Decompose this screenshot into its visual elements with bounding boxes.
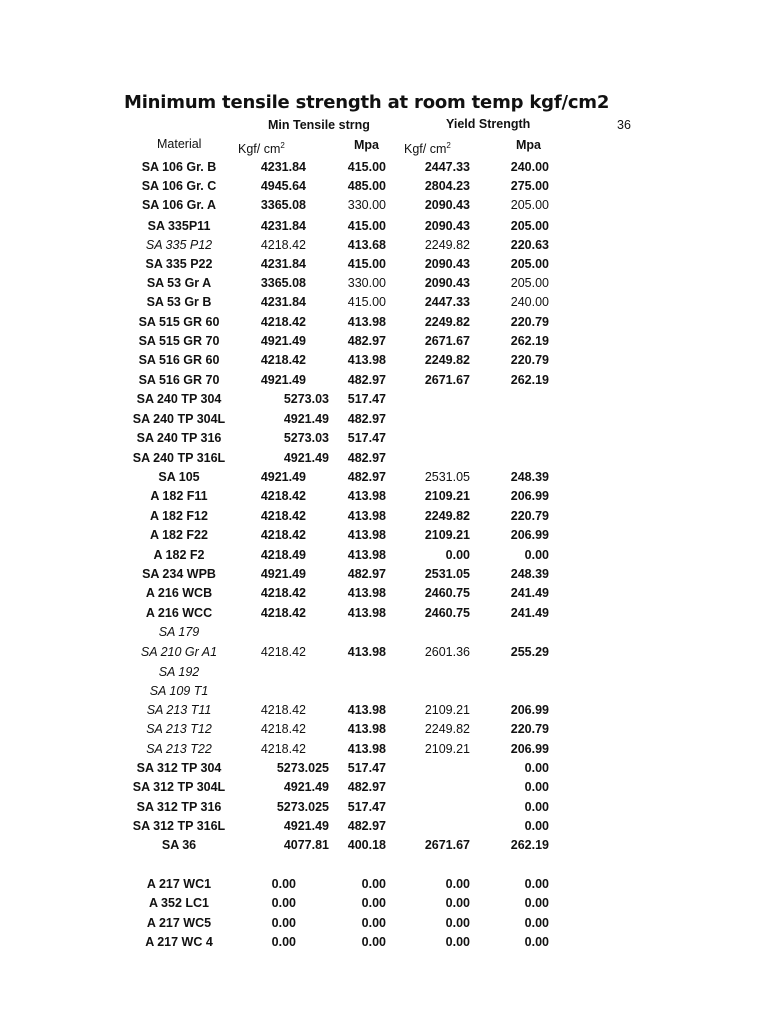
tensile-kgf-cell: 4218.42 [260,353,306,367]
yield-kgf-cell: 2460.75 [424,586,470,600]
tensile-mpa-cell: 415.00 [347,295,386,309]
tensile-mpa-cell: 413.98 [347,315,386,329]
material-cell: SA 335 P22 [145,257,213,271]
tensile-kgf-cell: 4077.81 [283,838,329,852]
table-row [0,875,768,895]
yield-mpa-cell: 206.99 [510,489,549,503]
table-row [0,584,768,604]
yield-mpa-cell: 205.00 [510,257,549,271]
tensile-kgf-cell: 4945.64 [260,179,306,193]
tensile-kgf-cell: 4921.49 [283,412,329,426]
yield-kgf-cell: 2249.82 [424,238,470,252]
table-row [0,933,768,953]
table-row [0,894,768,914]
yield-mpa-cell: 255.29 [510,645,549,659]
material-cell: A 216 WCC [145,606,213,620]
tensile-kgf-cell: 5273.025 [276,761,329,775]
yield-kgf-cell: 0.00 [445,548,470,562]
tensile-mpa-cell: 413.68 [347,238,386,252]
tensile-mpa-cell: 413.98 [347,548,386,562]
tensile-mpa-cell: 413.98 [347,722,386,736]
header-material: Material [157,137,202,151]
tensile-mpa-cell: 400.18 [347,838,386,852]
tensile-kgf-cell: 4218.49 [260,548,306,562]
tensile-kgf-cell: 4218.42 [260,606,306,620]
yield-mpa-cell: 240.00 [510,160,549,174]
yield-kgf-cell: 2109.21 [424,703,470,717]
table-row [0,255,768,275]
yield-kgf-cell: 2601.36 [424,645,470,659]
material-cell: A 182 F2 [153,548,205,562]
yield-mpa-cell: 220.63 [510,238,549,252]
yield-kgf-cell: 0.00 [445,916,470,930]
tensile-mpa-cell: 330.00 [347,198,386,212]
table-row [0,274,768,294]
material-cell: SA 312 TP 316 [136,800,222,814]
header-yield-strength: Yield Strength [446,117,531,131]
yield-kgf-cell: 2109.21 [424,489,470,503]
tensile-kgf-cell: 4921.49 [260,334,306,348]
tensile-mpa-cell: 413.98 [347,645,386,659]
yield-mpa-cell: 0.00 [524,761,549,775]
tensile-mpa-cell: 415.00 [347,160,386,174]
yield-kgf-cell: 2804.23 [424,179,470,193]
yield-kgf-cell: 2460.75 [424,606,470,620]
tensile-kgf-cell: 4921.49 [260,373,306,387]
material-cell: SA 213 T12 [146,722,212,736]
yield-mpa-cell: 0.00 [524,819,549,833]
yield-mpa-cell: 240.00 [510,295,549,309]
yield-kgf-cell: 2090.43 [424,257,470,271]
yield-kgf-cell: 2447.33 [424,295,470,309]
material-cell: SA 36 [161,838,197,852]
tensile-mpa-cell: 482.97 [347,567,386,581]
material-cell: SA 240 TP 304L [132,412,226,426]
tensile-kgf-cell: 0.00 [271,877,296,891]
tensile-mpa-cell: 517.47 [347,431,386,445]
yield-kgf-cell: 2249.82 [424,509,470,523]
tensile-kgf-cell: 4921.49 [260,567,306,581]
table-row [0,217,768,237]
table-row [0,663,768,683]
side-number: 36 [617,118,631,132]
material-cell: A 217 WC1 [146,877,212,891]
table-row [0,313,768,333]
yield-kgf-cell: 2090.43 [424,219,470,233]
yield-mpa-cell: 0.00 [524,896,549,910]
table-row [0,701,768,721]
tensile-mpa-cell: 482.97 [347,451,386,465]
tensile-mpa-cell: 413.98 [347,703,386,717]
yield-mpa-cell: 262.19 [510,838,549,852]
header-kgf-tensile: Kgf/ $cm^2$ [238,141,285,157]
material-cell: SA 240 TP 316 [136,431,222,445]
table-row [0,643,768,663]
yield-kgf-cell: 2447.33 [424,160,470,174]
material-cell: SA 312 TP 304 [136,761,222,775]
yield-mpa-cell: 0.00 [524,935,549,949]
yield-mpa-cell: 206.99 [510,742,549,756]
table-row [0,390,768,410]
material-cell: SA 106 Gr. C [141,179,217,193]
material-cell: SA 53 Gr B [146,295,212,309]
material-cell: SA 312 TP 304L [132,780,226,794]
table-row [0,778,768,798]
yield-mpa-cell: 220.79 [510,722,549,736]
yield-mpa-cell: 0.00 [524,916,549,930]
tensile-mpa-cell: 0.00 [361,896,386,910]
tensile-kgf-cell: 5273.03 [283,431,329,445]
header-min-tensile: Min Tensile strng [268,118,370,132]
tensile-kgf-cell: 4231.84 [260,257,306,271]
tensile-mpa-cell: 482.97 [347,373,386,387]
tensile-kgf-cell: 4218.42 [260,703,306,717]
yield-mpa-cell: 220.79 [510,315,549,329]
tensile-kgf-cell: 0.00 [271,935,296,949]
tensile-mpa-cell: 517.47 [347,761,386,775]
material-cell: SA 516 GR 60 [138,353,220,367]
header-kgf-yield: Kgf/ $cm^2$ [404,141,451,157]
tensile-kgf-cell: 4218.42 [260,742,306,756]
tensile-kgf-cell: 4218.42 [260,509,306,523]
material-cell: A 217 WC5 [146,916,212,930]
material-cell: SA 312 TP 316L [132,819,226,833]
yield-kgf-cell: 2671.67 [424,838,470,852]
yield-kgf-cell: 2249.82 [424,722,470,736]
table-row [0,236,768,256]
yield-mpa-cell: 248.39 [510,470,549,484]
table-row [0,720,768,740]
table-row [0,740,768,760]
yield-mpa-cell: 220.79 [510,353,549,367]
material-cell: A 182 F12 [150,509,208,523]
yield-mpa-cell: 248.39 [510,567,549,581]
yield-kgf-cell: 2531.05 [424,567,470,581]
tensile-mpa-cell: 0.00 [361,877,386,891]
table-row [0,914,768,934]
tensile-kgf-cell: 4218.42 [260,528,306,542]
table-row [0,468,768,488]
table-row [0,682,768,702]
yield-mpa-cell: 205.00 [510,276,549,290]
tensile-mpa-cell: 0.00 [361,935,386,949]
tensile-mpa-cell: 482.97 [347,334,386,348]
tensile-kgf-cell: 4231.84 [260,160,306,174]
tensile-kgf-cell: 4218.42 [260,722,306,736]
material-cell: SA 515 GR 70 [138,334,220,348]
yield-mpa-cell: 205.00 [510,198,549,212]
tensile-mpa-cell: 413.98 [347,489,386,503]
table-row [0,158,768,178]
table-row [0,371,768,391]
material-cell: SA 105 [158,470,200,484]
yield-kgf-cell: 2671.67 [424,373,470,387]
yield-kgf-cell: 2090.43 [424,276,470,290]
table-row [0,507,768,527]
material-cell: A 217 WC 4 [145,935,213,949]
yield-mpa-cell: 206.99 [510,703,549,717]
page-title: Minimum tensile strength at room temp kgf/cm2 [124,92,610,113]
yield-kgf-cell: 2090.43 [424,198,470,212]
table-row [0,429,768,449]
table-row [0,177,768,197]
material-cell: SA 106 Gr. B [141,160,217,174]
material-cell: SA 240 TP 316L [132,451,226,465]
tensile-mpa-cell: 415.00 [347,257,386,271]
tensile-mpa-cell: 517.47 [347,392,386,406]
yield-kgf-cell: 0.00 [445,877,470,891]
yield-kgf-cell: 2531.05 [424,470,470,484]
tensile-mpa-cell: 413.98 [347,528,386,542]
tensile-kgf-cell: 4218.42 [260,645,306,659]
tensile-mpa-cell: 482.97 [347,780,386,794]
tensile-mpa-cell: 413.98 [347,606,386,620]
tensile-kgf-cell: 4921.49 [283,451,329,465]
yield-kgf-cell: 0.00 [445,935,470,949]
tensile-mpa-cell: 0.00 [361,916,386,930]
table-row [0,546,768,566]
table-row [0,759,768,779]
tensile-kgf-cell: 5273.03 [283,392,329,406]
tensile-mpa-cell: 413.98 [347,742,386,756]
yield-mpa-cell: 275.00 [510,179,549,193]
tensile-mpa-cell: 485.00 [347,179,386,193]
material-cell: SA 335P11 [147,219,211,233]
tensile-kgf-cell: 3365.08 [260,276,306,290]
yield-kgf-cell: 2109.21 [424,742,470,756]
material-cell: SA 53 Gr A [146,276,212,290]
yield-kgf-cell: 0.00 [445,896,470,910]
material-cell: A 182 F22 [150,528,208,542]
yield-mpa-cell: 0.00 [524,877,549,891]
yield-mpa-cell: 206.99 [510,528,549,542]
material-cell: SA 210 Gr A1 [140,645,218,659]
tensile-kgf-cell: 3365.08 [260,198,306,212]
yield-kgf-cell: 2109.21 [424,528,470,542]
table-row [0,410,768,430]
material-cell: A 352 LC1 [149,896,209,910]
tensile-kgf-cell: 4218.42 [260,489,306,503]
table-row [0,604,768,624]
tensile-mpa-cell: 330.00 [347,276,386,290]
table-row [0,351,768,371]
tensile-mpa-cell: 482.97 [347,470,386,484]
material-cell: A 216 WCB [145,586,213,600]
material-cell: SA 515 GR 60 [138,315,220,329]
tensile-kgf-cell: 5273.025 [276,800,329,814]
tensile-mpa-cell: 415.00 [347,219,386,233]
yield-mpa-cell: 241.49 [510,606,549,620]
table-row [0,836,768,856]
tensile-kgf-cell: 4218.42 [260,586,306,600]
tensile-mpa-cell: 413.98 [347,586,386,600]
yield-mpa-cell: 220.79 [510,509,549,523]
material-cell: SA 109 T1 [149,684,209,698]
material-cell: SA 335 P12 [145,238,213,252]
tensile-mpa-cell: 413.98 [347,509,386,523]
yield-mpa-cell: 0.00 [524,780,549,794]
table-row [0,817,768,837]
table-row [0,449,768,469]
yield-mpa-cell: 262.19 [510,334,549,348]
material-cell: SA 179 [158,625,200,639]
tensile-kgf-cell: 4218.42 [260,238,306,252]
table-row [0,196,768,216]
table-row [0,565,768,585]
tensile-mpa-cell: 413.98 [347,353,386,367]
material-cell: SA 240 TP 304 [136,392,222,406]
tensile-kgf-cell: 4231.84 [260,219,306,233]
header-mpa-tensile: Mpa [354,138,379,152]
material-cell: SA 213 T11 [146,703,212,717]
material-cell: SA 192 [158,665,200,679]
tensile-mpa-cell: 517.47 [347,800,386,814]
table-row [0,332,768,352]
material-cell: A 182 F11 [150,489,208,503]
material-cell: SA 106 Gr. A [141,198,217,212]
yield-kgf-cell: 2671.67 [424,334,470,348]
table-row [0,293,768,313]
material-cell: SA 213 T22 [146,742,212,756]
header-mpa-yield: Mpa [516,138,541,152]
table-row [0,623,768,643]
tensile-mpa-cell: 482.97 [347,412,386,426]
tensile-mpa-cell: 482.97 [347,819,386,833]
material-cell: SA 234 WPB [142,567,216,581]
yield-kgf-cell: 2249.82 [424,353,470,367]
tensile-kgf-cell: 4921.49 [283,819,329,833]
tensile-kgf-cell: 0.00 [271,896,296,910]
yield-mpa-cell: 241.49 [510,586,549,600]
table-row [0,798,768,818]
material-cell: SA 516 GR 70 [138,373,220,387]
tensile-kgf-cell: 4231.84 [260,295,306,309]
table-row [0,487,768,507]
yield-mpa-cell: 0.00 [524,800,549,814]
tensile-kgf-cell: 0.00 [271,916,296,930]
yield-mpa-cell: 0.00 [524,548,549,562]
tensile-kgf-cell: 4218.42 [260,315,306,329]
tensile-kgf-cell: 4921.49 [260,470,306,484]
yield-mpa-cell: 205.00 [510,219,549,233]
yield-kgf-cell: 2249.82 [424,315,470,329]
tensile-kgf-cell: 4921.49 [283,780,329,794]
yield-mpa-cell: 262.19 [510,373,549,387]
table-row [0,526,768,546]
